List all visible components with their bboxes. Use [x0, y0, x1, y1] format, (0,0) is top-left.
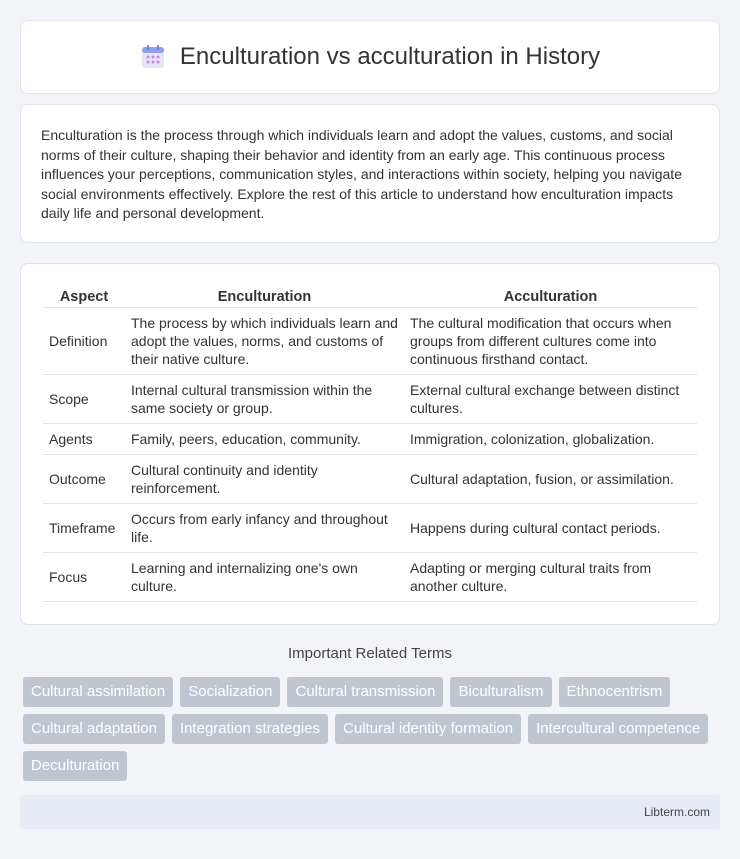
row-acculturation: The cultural modification that occurs when groups from different cultures come into continuous firsthand contact. [404, 308, 697, 375]
row-acculturation: Adapting or merging cultural traits from another culture. [404, 553, 697, 602]
row-acculturation: External cultural exchange between distinct cultures. [404, 375, 697, 424]
comparison-table [43, 285, 697, 602]
row-aspect: Agents [43, 424, 125, 455]
related-term-tag[interactable]: Intercultural competence [528, 714, 708, 744]
related-term-tag[interactable]: Biculturalism [450, 677, 551, 707]
row-enculturation: Cultural continuity and identity reinforcement. [125, 455, 404, 504]
header-enculturation: Enculturation [125, 285, 404, 308]
related-term-tag[interactable]: Ethnocentrism [559, 677, 671, 707]
table-row [43, 424, 697, 455]
related-terms-title: Important Related Terms [288, 645, 452, 662]
row-enculturation: Learning and internalizing one's own culture. [125, 553, 404, 602]
header-aspect: Aspect [43, 285, 125, 308]
related-term-tag[interactable]: Deculturation [23, 751, 127, 781]
row-enculturation: Internal cultural transmission within the same society or group. [125, 375, 404, 424]
footer-brand-link[interactable]: Libterm.com [643, 805, 710, 819]
row-enculturation: The process by which individuals learn and adopt the values, norms, and customs of their native culture. [125, 308, 404, 375]
footer [20, 795, 720, 829]
row-enculturation: Occurs from early infancy and throughout life. [125, 504, 404, 553]
header-acculturation: Acculturation [404, 285, 697, 308]
row-aspect: Definition [43, 308, 125, 375]
row-acculturation: Happens during cultural contact periods. [404, 504, 697, 553]
table-row [43, 455, 697, 504]
table-header-row [43, 285, 697, 308]
comparison-table-card [20, 263, 720, 625]
related-terms-list [23, 677, 723, 781]
page-title: Enculturation vs acculturation in History [179, 43, 601, 70]
table-row [43, 553, 697, 602]
page-header [20, 20, 720, 94]
related-term-tag[interactable]: Cultural adaptation [23, 714, 165, 744]
table-row [43, 375, 697, 424]
related-term-tag[interactable]: Socialization [180, 677, 280, 707]
related-term-tag[interactable]: Cultural identity formation [335, 714, 521, 744]
row-enculturation: Family, peers, education, community. [125, 424, 404, 455]
row-acculturation: Immigration, colonization, globalization. [404, 424, 697, 455]
row-acculturation: Cultural adaptation, fusion, or assimilation. [404, 455, 697, 504]
table-row [43, 308, 697, 375]
calendar-icon [140, 44, 166, 70]
intro-text: Enculturation is the process through which individuals learn and adopt the values, customs, and social norms of their culture, shaping their behavior and identity from an early age. This continuous process influences your perceptions, communication styles, and interactions within society, helping you navigate social environments effectively. Explore the rest of this article to understand how enculturation impacts daily life and personal development. [41, 127, 682, 221]
row-aspect: Timeframe [43, 504, 125, 553]
related-term-tag[interactable]: Integration strategies [172, 714, 328, 744]
row-aspect: Focus [43, 553, 125, 602]
row-aspect: Outcome [43, 455, 125, 504]
table-row [43, 504, 697, 553]
intro-section [20, 104, 720, 243]
row-aspect: Scope [43, 375, 125, 424]
related-term-tag[interactable]: Cultural assimilation [23, 677, 173, 707]
related-term-tag[interactable]: Cultural transmission [287, 677, 443, 707]
